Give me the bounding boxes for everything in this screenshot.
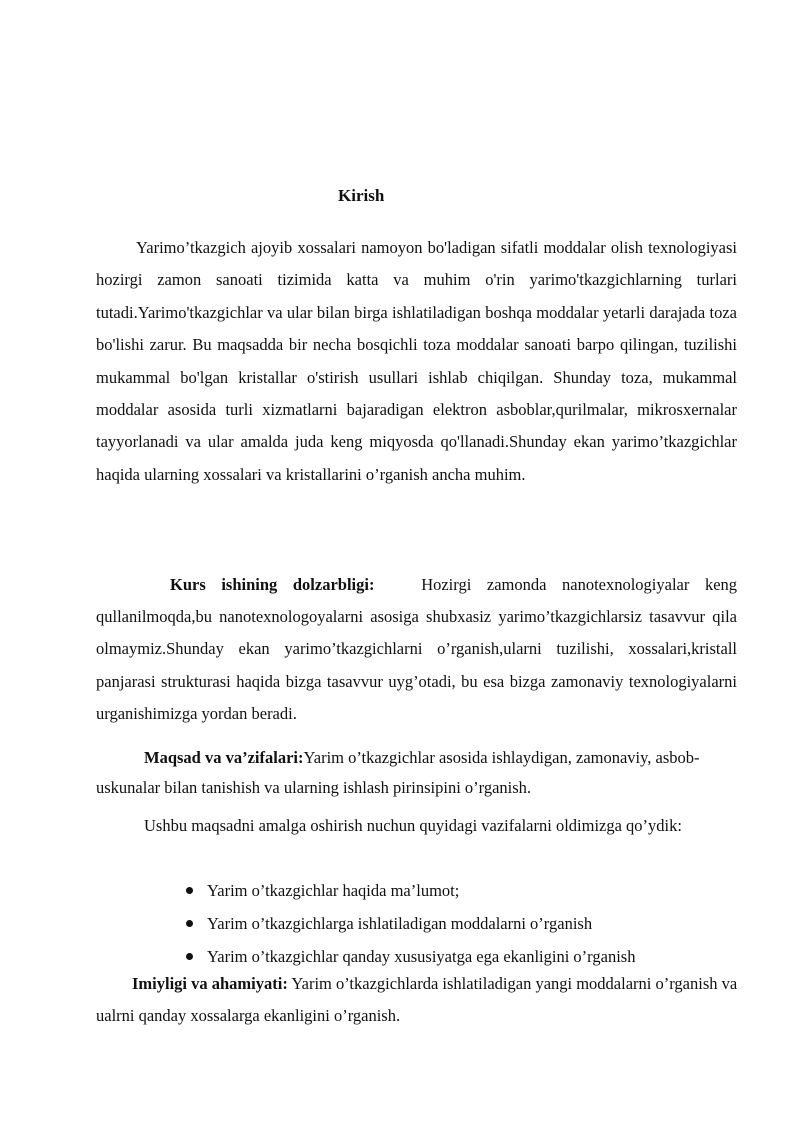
list-item bbox=[186, 874, 635, 907]
tasks-list bbox=[186, 874, 635, 973]
list-item bbox=[186, 907, 635, 940]
relevance-paragraph bbox=[96, 569, 737, 730]
bullet-icon bbox=[186, 920, 193, 927]
significance-text: Yarim o’tkazgichlarda ishlatiladigan yangi moddalarni o’rganish va ualrni qanday xossalarga ekanligini o’rganish. bbox=[96, 974, 738, 1025]
goals-label: Maqsad va va’zifalari: bbox=[144, 748, 304, 767]
bullet-icon bbox=[186, 953, 193, 960]
bullet-icon bbox=[186, 887, 193, 894]
task-text: Yarim o’tkazgichlarga ishlatiladigan moddalarni o’rganish bbox=[207, 914, 593, 933]
relevance-label: Kurs ishining dolzarbligi: bbox=[170, 575, 375, 594]
task-text: Yarim o’tkazgichlar qanday xususiyatga ega ekanligini o’rganish bbox=[207, 947, 636, 966]
goals-paragraph bbox=[96, 743, 746, 803]
intro-paragraph: Yarimo’tkazgich ajoyib xossalari namoyon bo'ladigan sifatli moddalar olish texnologiyasi hozirgi zamon sanoati tizimida katta va muhim o'rin yarimo'tkazgichlarning turlari tutadi.Yarimo'tkazgichlar va ular bilan birga ishlatiladigan boshqa moddalar yetarli darajada toza bo'lishi zarur. Bu maqsadda bir necha bosqichli toza moddalar sanoati barpo qilingan, tuzilishi mukammal bo'lgan kristallar o'stirish usullari ishlab chiqilgan. Shunday toza, mukammal moddalar asosida turli xizmatlarni bajaradigan elektron asboblar,qurilmalar, mikrosxernalar tayyorlanadi va ular amalda juda keng miqyosda qo'llanadi.Shunday ekan yarimo’tkazgichlar haqida ularning xossalari va kristallarini o’rganish ancha muhim. bbox=[96, 238, 737, 484]
task-text: Yarim o’tkazgichlar haqida ma’lumot; bbox=[207, 881, 460, 900]
significance-label: Imiyligi va ahamiyati: bbox=[132, 974, 288, 993]
relevance-text: Hozirgi zamonda nanotexnologiyalar keng qullanilmoqda,bu nanotexnologoyalarni asosiga shubxasiz yarimo’tkazgichlarsiz tasavvur qila olmaymiz.Shunday ekan yarimo’tkazgichlarni o’rganish,ularni tuzilishi, xossalari,kristall panjarasi strukturasi haqida bizga tasavvur uyg’otadi, bu esa bizga zamonaviy texnologiyalarni urganishimizga yordan beradi. bbox=[96, 575, 738, 723]
section-heading: Kirish bbox=[338, 186, 385, 205]
goals-text: Yarim o’tkazgichlar asosida ishlaydigan, zamonaviy, asbob-uskunalar bilan tanishish va ularning ishlash pirinsipini o’rganish. bbox=[96, 748, 700, 797]
tasks-intro: Ushbu maqsadni amalga oshirish nuchun quyidagi vazifalarni oldimizga qo’ydik: bbox=[144, 816, 682, 835]
significance-paragraph bbox=[96, 968, 746, 1032]
